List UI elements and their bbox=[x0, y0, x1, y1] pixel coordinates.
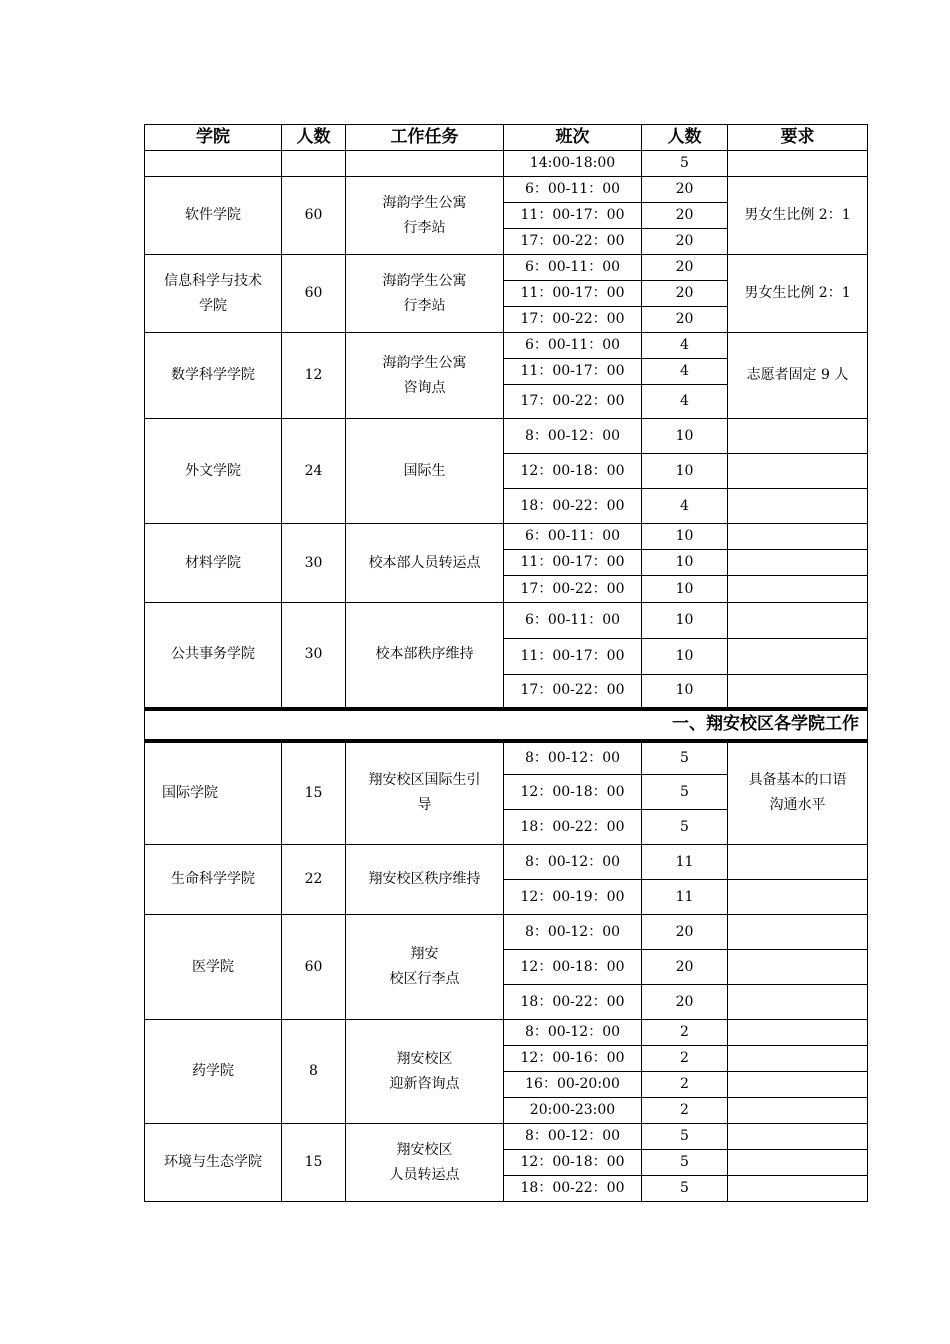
count-cell: 30 bbox=[282, 524, 346, 603]
task-cell: 翔安校区 迎新咨询点 bbox=[346, 1020, 504, 1124]
requirement-cell bbox=[728, 151, 868, 177]
requirement-cell bbox=[728, 915, 868, 950]
shift-count-cell: 2 bbox=[642, 1098, 728, 1124]
task-cell: 海韵学生公寓 行李站 bbox=[346, 255, 504, 333]
requirement-cell: 男女生比例 2：1 bbox=[728, 177, 868, 255]
shift-count-cell: 5 bbox=[642, 1150, 728, 1176]
shift-time-cell: 18：00-22：00 bbox=[504, 810, 642, 845]
task-cell: 校本部人员转运点 bbox=[346, 524, 504, 603]
requirement-cell bbox=[728, 639, 868, 675]
shift-time-cell: 12：00-18：00 bbox=[504, 950, 642, 985]
table-row bbox=[145, 603, 868, 639]
college-cell: 外文学院 bbox=[145, 419, 282, 524]
campus-a-body bbox=[145, 151, 868, 709]
header-requirement: 要求 bbox=[728, 125, 868, 151]
shift-count-cell: 10 bbox=[642, 576, 728, 603]
table-row bbox=[145, 915, 868, 950]
count-cell: 22 bbox=[282, 845, 346, 915]
header-row bbox=[145, 125, 868, 151]
requirement-cell: 志愿者固定 9 人 bbox=[728, 333, 868, 419]
shift-count-cell: 2 bbox=[642, 1046, 728, 1072]
section-title: 一、翔安校区各学院工作 bbox=[145, 709, 868, 741]
shift-count-cell: 5 bbox=[642, 1176, 728, 1202]
task-cell: 翔安校区秩序维持 bbox=[346, 845, 504, 915]
task-cell: 海韵学生公寓 咨询点 bbox=[346, 333, 504, 419]
shift-time-cell: 12：00-18：00 bbox=[504, 775, 642, 810]
shift-time-cell: 12：00-16：00 bbox=[504, 1046, 642, 1072]
shift-time-cell: 11：00-17：00 bbox=[504, 639, 642, 675]
shift-count-cell: 20 bbox=[642, 229, 728, 255]
requirement-cell bbox=[728, 1020, 868, 1046]
shift-time-cell: 8：00-12：00 bbox=[504, 419, 642, 454]
shift-count-cell: 5 bbox=[642, 775, 728, 810]
requirement-cell bbox=[728, 576, 868, 603]
shift-count-cell: 20 bbox=[642, 307, 728, 333]
header-college: 学院 bbox=[145, 125, 282, 151]
shift-time-cell: 8：00-12：00 bbox=[504, 1124, 642, 1150]
college-cell: 药学院 bbox=[145, 1020, 282, 1124]
shift-count-cell: 5 bbox=[642, 741, 728, 775]
shift-time-cell: 8：00-12：00 bbox=[504, 1020, 642, 1046]
header-shift: 班次 bbox=[504, 125, 642, 151]
shift-count-cell: 2 bbox=[642, 1020, 728, 1046]
shift-count-cell: 4 bbox=[642, 489, 728, 524]
shift-count-cell: 4 bbox=[642, 385, 728, 419]
requirement-cell bbox=[728, 524, 868, 550]
shift-time-cell: 17：00-22：00 bbox=[504, 307, 642, 333]
shift-time-cell: 20:00-23:00 bbox=[504, 1098, 642, 1124]
count-cell: 8 bbox=[282, 1020, 346, 1124]
shift-time-cell: 6：00-11：00 bbox=[504, 603, 642, 639]
requirement-cell bbox=[728, 603, 868, 639]
requirement-cell bbox=[728, 1072, 868, 1098]
shift-count-cell: 10 bbox=[642, 454, 728, 489]
shift-time-cell: 18：00-22：00 bbox=[504, 985, 642, 1020]
count-cell: 60 bbox=[282, 177, 346, 255]
shift-time-cell: 6：00-11：00 bbox=[504, 333, 642, 359]
college-cell: 生命科学学院 bbox=[145, 845, 282, 915]
shift-time-cell: 17：00-22：00 bbox=[504, 385, 642, 419]
requirement-cell bbox=[728, 1176, 868, 1202]
shift-count-cell: 10 bbox=[642, 603, 728, 639]
shift-count-cell: 4 bbox=[642, 333, 728, 359]
task-cell: 翔安 校区行李点 bbox=[346, 915, 504, 1020]
count-cell: 12 bbox=[282, 333, 346, 419]
shift-count-cell: 11 bbox=[642, 880, 728, 915]
requirement-cell bbox=[728, 1150, 868, 1176]
task-cell: 海韵学生公寓 行李站 bbox=[346, 177, 504, 255]
count-cell: 60 bbox=[282, 915, 346, 1020]
college-cell bbox=[145, 151, 282, 177]
shift-count-cell: 2 bbox=[642, 1072, 728, 1098]
shift-count-cell: 10 bbox=[642, 524, 728, 550]
header-task: 工作任务 bbox=[346, 125, 504, 151]
shift-count-cell: 10 bbox=[642, 419, 728, 454]
shift-time-cell: 12：00-19：00 bbox=[504, 880, 642, 915]
shift-time-cell: 11：00-17：00 bbox=[504, 550, 642, 576]
shift-count-cell: 5 bbox=[642, 1124, 728, 1150]
requirement-cell bbox=[728, 950, 868, 985]
table-row bbox=[145, 333, 868, 359]
schedule-table bbox=[144, 124, 868, 1202]
college-cell: 材料学院 bbox=[145, 524, 282, 603]
task-cell: 校本部秩序维持 bbox=[346, 603, 504, 709]
requirement-cell: 男女生比例 2：1 bbox=[728, 255, 868, 333]
shift-count-cell: 20 bbox=[642, 950, 728, 985]
shift-time-cell: 12：00-18：00 bbox=[504, 454, 642, 489]
shift-count-cell: 10 bbox=[642, 639, 728, 675]
requirement-cell bbox=[728, 1124, 868, 1150]
shift-time-cell: 6：00-11：00 bbox=[504, 255, 642, 281]
header-shift-count: 人数 bbox=[642, 125, 728, 151]
table-row bbox=[145, 1124, 868, 1150]
shift-time-cell: 17：00-22：00 bbox=[504, 576, 642, 603]
requirement-cell bbox=[728, 1046, 868, 1072]
college-cell: 环境与生态学院 bbox=[145, 1124, 282, 1202]
count-cell: 15 bbox=[282, 1124, 346, 1202]
count-cell: 60 bbox=[282, 255, 346, 333]
shift-count-cell: 20 bbox=[642, 255, 728, 281]
table-row bbox=[145, 151, 868, 177]
table-row bbox=[145, 1020, 868, 1046]
table-row bbox=[145, 845, 868, 880]
college-cell: 公共事务学院 bbox=[145, 603, 282, 709]
shift-count-cell: 20 bbox=[642, 915, 728, 950]
shift-time-cell: 6：00-11：00 bbox=[504, 177, 642, 203]
shift-time-cell: 8：00-12：00 bbox=[504, 741, 642, 775]
task-cell: 国际生 bbox=[346, 419, 504, 524]
requirement-cell bbox=[728, 880, 868, 915]
college-cell: 国际学院 bbox=[145, 741, 282, 845]
shift-count-cell: 11 bbox=[642, 845, 728, 880]
shift-time-cell: 17：00-22：00 bbox=[504, 229, 642, 255]
table-row bbox=[145, 177, 868, 203]
shift-time-cell: 16：00-20:00 bbox=[504, 1072, 642, 1098]
section-row bbox=[145, 709, 868, 741]
shift-time-cell: 8：00-12：00 bbox=[504, 915, 642, 950]
requirement-cell bbox=[728, 845, 868, 880]
requirement-cell bbox=[728, 550, 868, 576]
task-cell bbox=[346, 151, 504, 177]
requirement-cell bbox=[728, 489, 868, 524]
shift-count-cell: 20 bbox=[642, 203, 728, 229]
requirement-cell bbox=[728, 985, 868, 1020]
shift-time-cell: 12：00-18：00 bbox=[504, 1150, 642, 1176]
requirement-cell bbox=[728, 1098, 868, 1124]
requirement-cell bbox=[728, 675, 868, 709]
shift-time-cell: 11：00-17：00 bbox=[504, 281, 642, 307]
count-cell bbox=[282, 151, 346, 177]
count-cell: 30 bbox=[282, 603, 346, 709]
shift-count-cell: 5 bbox=[642, 151, 728, 177]
shift-count-cell: 10 bbox=[642, 550, 728, 576]
requirement-cell: 具备基本的口语 沟通水平 bbox=[728, 741, 868, 845]
shift-count-cell: 4 bbox=[642, 359, 728, 385]
shift-time-cell: 11：00-17：00 bbox=[504, 359, 642, 385]
shift-count-cell: 5 bbox=[642, 810, 728, 845]
shift-time-cell: 11：00-17：00 bbox=[504, 203, 642, 229]
college-cell: 数学科学学院 bbox=[145, 333, 282, 419]
shift-count-cell: 10 bbox=[642, 675, 728, 709]
campus-b-body bbox=[145, 741, 868, 1202]
shift-time-cell: 18：00-22：00 bbox=[504, 1176, 642, 1202]
shift-time-cell: 14:00-18:00 bbox=[504, 151, 642, 177]
college-cell: 信息科学与技术 学院 bbox=[145, 255, 282, 333]
shift-count-cell: 20 bbox=[642, 281, 728, 307]
shift-time-cell: 8：00-12：00 bbox=[504, 845, 642, 880]
shift-time-cell: 18：00-22：00 bbox=[504, 489, 642, 524]
shift-count-cell: 20 bbox=[642, 985, 728, 1020]
requirement-cell bbox=[728, 454, 868, 489]
table-row bbox=[145, 255, 868, 281]
table-row bbox=[145, 419, 868, 454]
shift-count-cell: 20 bbox=[642, 177, 728, 203]
task-cell: 翔安校区 人员转运点 bbox=[346, 1124, 504, 1202]
college-cell: 软件学院 bbox=[145, 177, 282, 255]
header-count: 人数 bbox=[282, 125, 346, 151]
count-cell: 15 bbox=[282, 741, 346, 845]
table-row bbox=[145, 741, 868, 775]
table-row bbox=[145, 524, 868, 550]
count-cell: 24 bbox=[282, 419, 346, 524]
college-cell: 医学院 bbox=[145, 915, 282, 1020]
shift-time-cell: 17：00-22：00 bbox=[504, 675, 642, 709]
task-cell: 翔安校区国际生引 导 bbox=[346, 741, 504, 845]
requirement-cell bbox=[728, 419, 868, 454]
shift-time-cell: 6：00-11：00 bbox=[504, 524, 642, 550]
